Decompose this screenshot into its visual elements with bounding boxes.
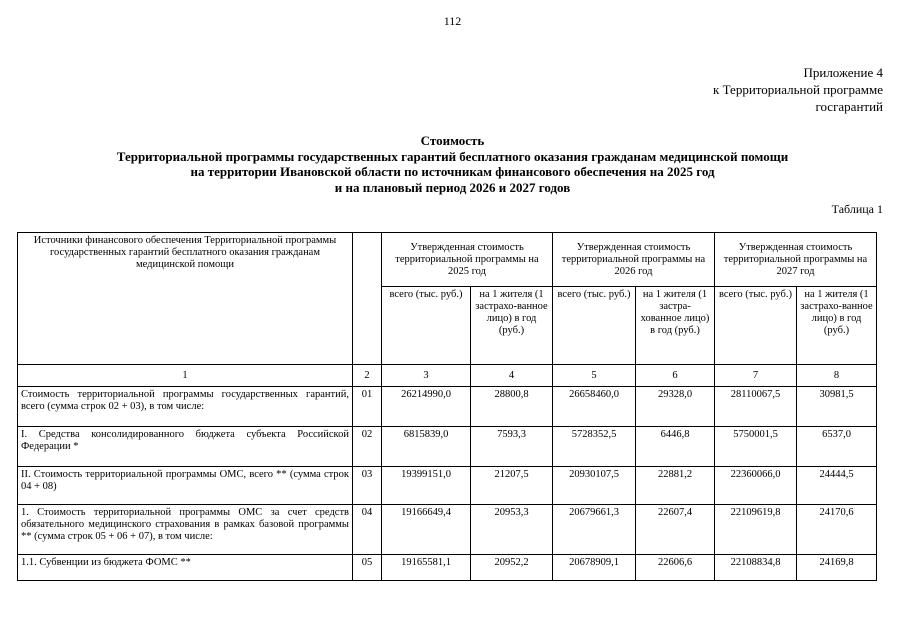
title-line-1: Стоимость [420, 133, 485, 148]
table-row [18, 555, 877, 581]
header-total-2025: всего (тыс. руб.) [382, 287, 471, 365]
total-2026: 26658460,0 [553, 387, 636, 427]
header-per-capita-2026: на 1 жителя (1 застра-хованное лицо) в год (руб.) [636, 287, 715, 365]
per-capita-2027: 30981,5 [797, 387, 877, 427]
header-row-years [18, 233, 877, 287]
row-name: 1.1. Субвенции из бюджета ФОМС ** [18, 555, 353, 581]
per-capita-2025: 21207,5 [471, 467, 553, 505]
header-year-2027: Утвержденная стоимость территориальной программы на 2027 год [715, 233, 877, 287]
cost-table [17, 232, 877, 581]
total-2026: 5728352,5 [553, 427, 636, 467]
appendix-line-1: Приложение 4 [803, 65, 883, 80]
table-row [18, 427, 877, 467]
column-number: 3 [382, 365, 471, 387]
column-number: 8 [797, 365, 877, 387]
title-line-3: на территории Ивановской области по источникам финансового обеспечения на 2025 год [190, 164, 715, 179]
table-row [18, 505, 877, 555]
table-label: Таблица 1 [831, 202, 883, 216]
total-2027: 22109619,8 [715, 505, 797, 555]
total-2026: 20678909,1 [553, 555, 636, 581]
total-2027: 22360066,0 [715, 467, 797, 505]
row-name: II. Стоимость территориальной программы ОМС, всего ** (сумма строк 04 + 08) [18, 467, 353, 505]
column-number: 1 [18, 365, 353, 387]
per-capita-2025: 20952,2 [471, 555, 553, 581]
header-year-2025: Утвержденная стоимость территориальной программы на 2025 год [382, 233, 553, 287]
header-total-2027: всего (тыс. руб.) [715, 287, 797, 365]
row-name: Стоимость территориальной программы государственных гарантий, всего (сумма строк 02 + 03), в том числе: [18, 387, 353, 427]
row-code: 03 [353, 467, 382, 505]
per-capita-2027: 24170,6 [797, 505, 877, 555]
total-2027: 28110067,5 [715, 387, 797, 427]
per-capita-2026: 6446,8 [636, 427, 715, 467]
table-row [18, 387, 877, 427]
column-number: 5 [553, 365, 636, 387]
column-number-row [18, 365, 877, 387]
title-line-2: Территориальной программы государственных гарантий бесплатного оказания гражданам медицинской помощи [116, 148, 789, 164]
total-2025: 6815839,0 [382, 427, 471, 467]
header-source: Источники финансового обеспечения Территориальной программы государственных гарантий бесплатного оказания гражданам медицинской помощи [18, 233, 353, 365]
row-code: 02 [353, 427, 382, 467]
total-2025: 19399151,0 [382, 467, 471, 505]
row-name: I. Средства консолидированного бюджета субъекта Российской Федерации * [18, 427, 353, 467]
table-row [18, 467, 877, 505]
total-2025: 19166649,4 [382, 505, 471, 555]
per-capita-2026: 22606,6 [636, 555, 715, 581]
title-line-4: и на плановый период 2026 и 2027 годов [334, 179, 571, 195]
total-2026: 20930107,5 [553, 467, 636, 505]
column-number: 6 [636, 365, 715, 387]
row-name: 1. Стоимость территориальной программы ОМС за счет средств обязательного медицинского страхования в рамках базовой программы ** (сумма строк 05 + 06 + 07), в том числе: [18, 505, 353, 555]
total-2026: 20679661,3 [553, 505, 636, 555]
column-number: 2 [353, 365, 382, 387]
header-per-capita-2027: на 1 жителя (1 застрахо-ванное лицо) в год (руб.) [797, 287, 877, 365]
total-2025: 26214990,0 [382, 387, 471, 427]
row-code: 05 [353, 555, 382, 581]
header-year-2026: Утвержденная стоимость территориальной программы на 2026 год [553, 233, 715, 287]
column-number: 7 [715, 365, 797, 387]
per-capita-2026: 22607,4 [636, 505, 715, 555]
per-capita-2025: 7593,3 [471, 427, 553, 467]
per-capita-2025: 20953,3 [471, 505, 553, 555]
header-code [353, 233, 382, 365]
per-capita-2026: 22881,2 [636, 467, 715, 505]
total-2027: 5750001,5 [715, 427, 797, 467]
document-title [0, 133, 905, 195]
appendix-line-3: госгарантий [815, 99, 883, 114]
total-2025: 19165581,1 [382, 555, 471, 581]
per-capita-2027: 6537,0 [797, 427, 877, 467]
per-capita-2027: 24444,5 [797, 467, 877, 505]
appendix-note [713, 64, 883, 115]
per-capita-2025: 28800,8 [471, 387, 553, 427]
header-total-2026: всего (тыс. руб.) [553, 287, 636, 365]
row-code: 04 [353, 505, 382, 555]
per-capita-2026: 29328,0 [636, 387, 715, 427]
appendix-line-2: к Территориальной программе [713, 82, 883, 97]
total-2027: 22108834,8 [715, 555, 797, 581]
row-code: 01 [353, 387, 382, 427]
per-capita-2027: 24169,8 [797, 555, 877, 581]
column-number: 4 [471, 365, 553, 387]
header-per-capita-2025: на 1 жителя (1 застрахо-ванное лицо) в год (руб.) [471, 287, 553, 365]
page-number: 112 [443, 14, 462, 28]
